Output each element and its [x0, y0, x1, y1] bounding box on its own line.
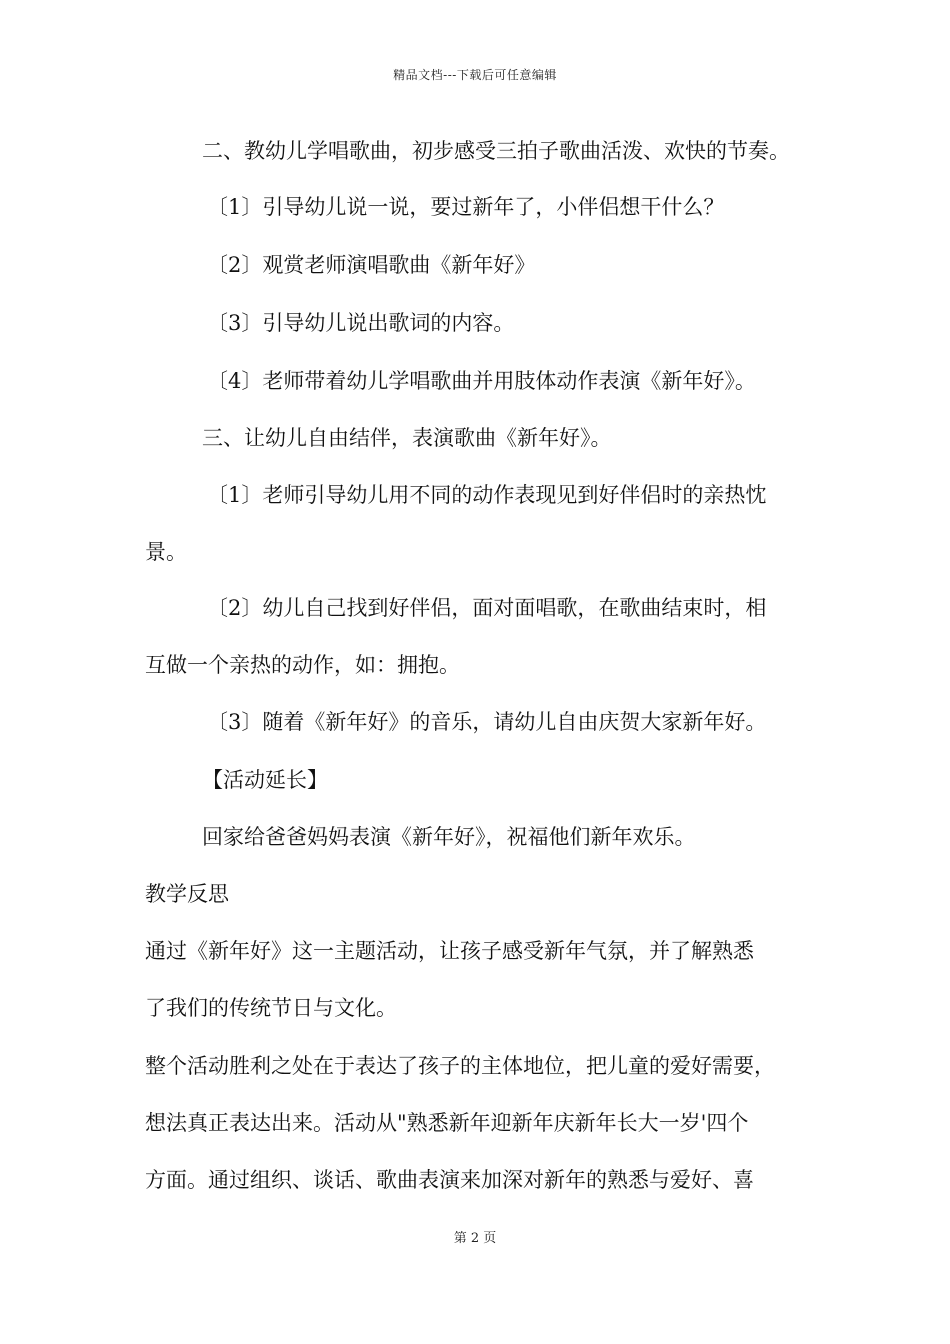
- step-item: 〔3〕引导幼儿说出歌词的内容。: [207, 311, 515, 335]
- section-heading-2: 二、教幼儿学唱歌曲，初步感受三拍子歌曲活泼、欢快的节奏。: [202, 139, 790, 163]
- paragraph: 想法真正表达出来。活动从"熟悉新年迎新年庆新年长大一岁'四个: [145, 1111, 749, 1135]
- paragraph: 方面。通过组织、谈话、歌曲表演来加深对新年的熟悉与爱好、喜: [145, 1168, 754, 1192]
- step-item: 〔2〕观赏老师演唱歌曲《新年好》: [207, 253, 536, 277]
- page-header: 精品文档---下载后可任意编辑: [393, 68, 557, 82]
- reflection-heading: 教学反思: [145, 882, 229, 906]
- paragraph: 通过《新年好》这一主题活动，让孩子感受新年气氛，并了解熟悉: [145, 939, 754, 963]
- paragraph: 了我们的传统节日与文化。: [145, 996, 397, 1020]
- page-number: 第 2 页: [453, 1231, 497, 1246]
- step-item: 〔1〕老师引导幼儿用不同的动作表现见到好伴侣时的亲热忱: [207, 483, 767, 507]
- step-item: 〔4〕老师带着幼儿学唱歌曲并用肢体动作表演《新年好》。: [207, 369, 756, 393]
- step-item-continued: 互做一个亲热的动作，如：拥抱。: [145, 653, 460, 677]
- step-item: 〔3〕随着《新年好》的音乐，请幼儿自由庆贺大家新年好。: [207, 710, 767, 734]
- step-item-continued: 景。: [145, 540, 187, 564]
- activity-extension-heading: 【活动延长】: [202, 768, 328, 792]
- section-heading-3: 三、让幼儿自由结伴，表演歌曲《新年好》。: [202, 426, 612, 450]
- step-item: 〔1〕引导幼儿说一说，要过新年了，小伴侣想干什么？: [207, 195, 725, 219]
- step-item: 〔2〕幼儿自己找到好伴侣，面对面唱歌，在歌曲结束时，相: [207, 596, 767, 620]
- paragraph: 整个活动胜利之处在于表达了孩子的主体地位，把儿童的爱好需要，: [145, 1054, 775, 1078]
- paragraph: 回家给爸爸妈妈表演《新年好》，祝福他们新年欢乐。: [202, 825, 696, 849]
